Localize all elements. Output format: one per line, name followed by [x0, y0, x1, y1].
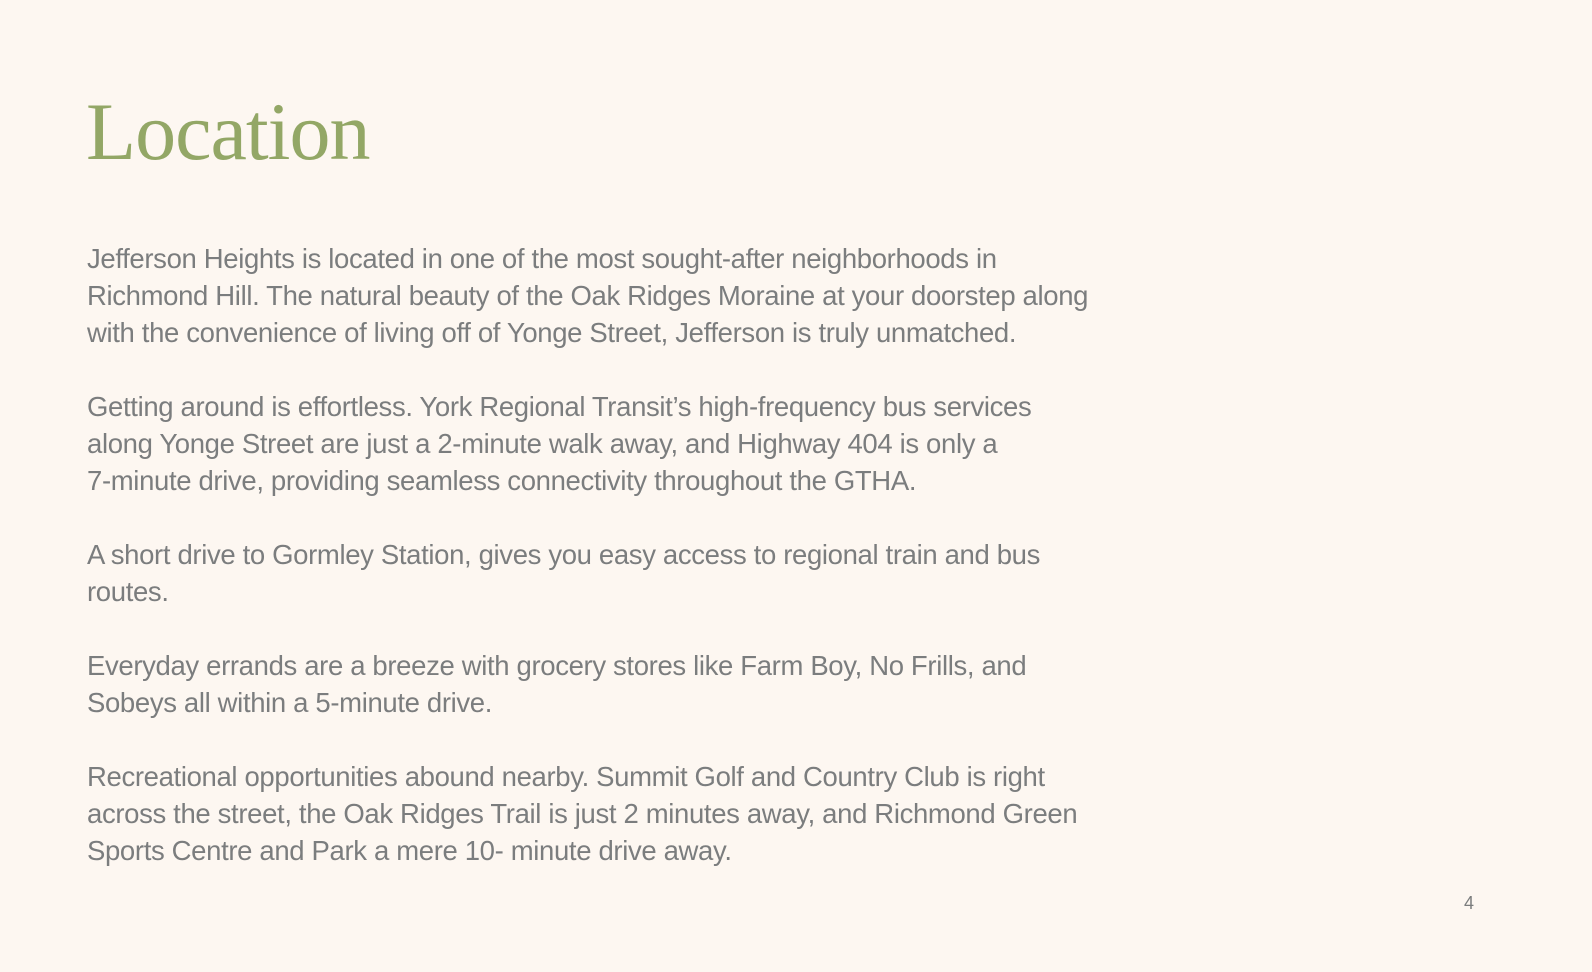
- paragraph-location-overview: [87, 240, 1207, 351]
- paragraph-line: Richmond Hill. The natural beauty of the Oak Ridges Moraine at your doorstep along: [87, 280, 1089, 311]
- body-text: [87, 240, 1207, 906]
- page-title: Location: [86, 86, 370, 177]
- paragraph-line: along Yonge Street are just a 2-minute walk away, and Highway 404 is only a: [87, 428, 998, 459]
- paragraph-line: Sports Centre and Park a mere 10- minute drive away.: [87, 835, 732, 866]
- paragraph-transit: [87, 388, 1207, 499]
- paragraph-gormley-station: [87, 536, 1207, 610]
- paragraph-line: Recreational opportunities abound nearby. Summit Golf and Country Club is right: [87, 761, 1045, 792]
- paragraph-errands: [87, 647, 1207, 721]
- paragraph-line: A short drive to Gormley Station, gives you easy access to regional train and bus: [87, 539, 1040, 570]
- paragraph-line: Everyday errands are a breeze with grocery stores like Farm Boy, No Frills, and: [87, 650, 1027, 681]
- page-number: 4: [1464, 893, 1475, 913]
- paragraph-line: Getting around is effortless. York Regional Transit’s high-frequency bus services: [87, 391, 1032, 422]
- paragraph-line: across the street, the Oak Ridges Trail is just 2 minutes away, and Richmond Green: [87, 798, 1078, 829]
- paragraph-line: with the convenience of living off of Yonge Street, Jefferson is truly unmatched.: [87, 317, 1017, 348]
- paragraph-recreation: [87, 758, 1207, 869]
- paragraph-line: Sobeys all within a 5-minute drive.: [87, 687, 493, 718]
- paragraph-line: routes.: [87, 576, 169, 607]
- paragraph-line: Jefferson Heights is located in one of the most sought-after neighborhoods in: [87, 243, 997, 274]
- paragraph-line: 7-minute drive, providing seamless connectivity throughout the GTHA.: [87, 465, 917, 496]
